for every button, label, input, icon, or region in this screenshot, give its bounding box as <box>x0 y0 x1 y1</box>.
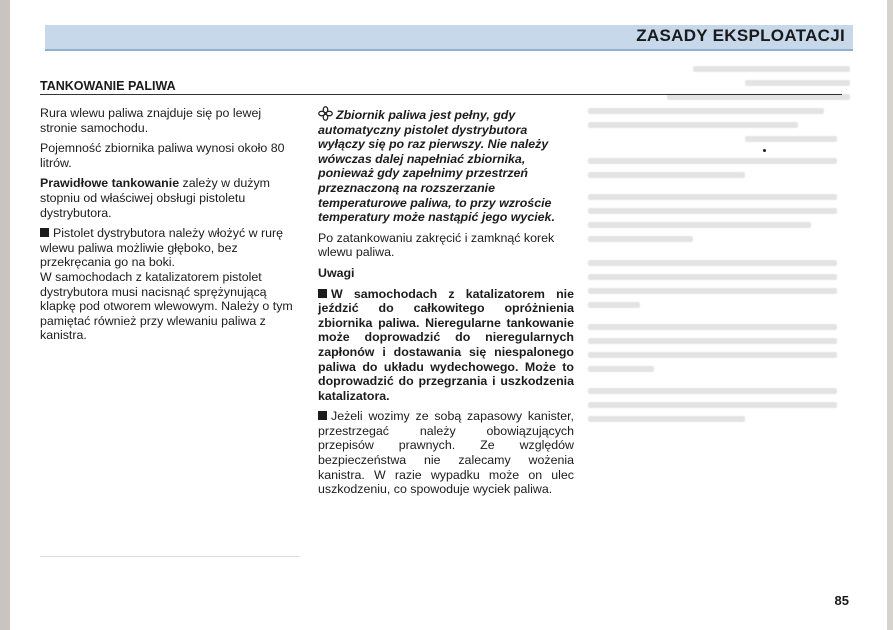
section-heading: TANKOWANIE PALIWA <box>40 79 176 93</box>
square-bullet-icon <box>318 411 327 420</box>
page-edge-right <box>887 0 893 630</box>
spare-canister-note-text: Jeżeli wozimy ze sobą zapasowy kanister, przestrzegać należy obowiązujących przepisów prawnych. Ze względów bezpieczeństwa nie zalecamy wożenia kanistra. W razie wypadku może on ulec uszkodzeniu, co spowoduje wyciek paliwa. <box>318 409 574 497</box>
header-band <box>45 25 853 51</box>
bleed-through-text <box>588 66 850 496</box>
proper-refueling-paragraph <box>40 176 298 220</box>
fuel-inlet-location: Rura wlewu paliwa znajduje się po lewej stronie samochodu. <box>40 106 262 135</box>
left-column <box>40 106 298 349</box>
catalytic-flap-note: W samochodach z katalizatorem pistolet dystrybutora musi nacisnąć sprężynującą klapkę pod otworem wlewowym. Należy o tym pamiętać również przy wlewaniu paliwa z kanistra. <box>40 269 293 343</box>
middle-column <box>318 106 574 503</box>
page-edge-left <box>0 0 10 630</box>
full-tank-warning-text: Zbiornik paliwa jest pełny, gdy automatyczny pistolet dystrybutora wyłączy się po raz pierwszy. Nie należy wówczas dalej napełniać zbiornika, ponieważ gdy zapełnimy przestrzeń przeznaczoną na rozszerzanie temperaturowe paliwa, to przy wzroście temperatury może nastąpić jego wyciek. <box>318 108 555 225</box>
catalyst-note <box>318 287 574 404</box>
page-number: 85 <box>834 593 849 608</box>
notes-heading: Uwagi <box>318 265 355 280</box>
stray-dot <box>763 149 766 152</box>
nozzle-insertion-paragraph <box>40 226 298 270</box>
after-refuel-instruction: Po zatankowaniu zakręcić i zamknąć korek wlewu paliwa. <box>318 230 555 260</box>
proper-refueling-lead: Prawidłowe tankowanie <box>40 176 180 191</box>
square-bullet-icon <box>318 289 327 298</box>
spare-canister-note <box>318 409 574 497</box>
catalyst-note-text: W samochodach z katalizatorem nie jeździć do całkowitego opróżnienia zbiornika paliwa. Nieregularne tankowanie może doprowadzić do nieregularnych zapłonów i dostawania się niespalonego paliwa do układu wydechowego. Może to doprowadzić do przegrzania i uszkodzenia katalizatora. <box>318 286 574 403</box>
footer-rule <box>40 556 300 557</box>
header-title: ZASADY EKSPLOATACJI <box>636 26 845 45</box>
tank-capacity: Pojemność zbiornika paliwa wynosi około 80 litrów. <box>40 141 285 170</box>
nozzle-insertion-text: Pistolet dystrybutora należy włożyć w rurę wlewu paliwa możliwie głęboko, bez przekręcania go na boki. <box>40 226 284 270</box>
square-bullet-icon <box>40 228 49 237</box>
full-tank-warning <box>318 106 574 225</box>
proper-refueling-text: zależy w dużym stopniu od właściwej obsługi pistoletu dystrybutora. <box>40 176 270 220</box>
warning-flower-icon <box>318 106 333 121</box>
